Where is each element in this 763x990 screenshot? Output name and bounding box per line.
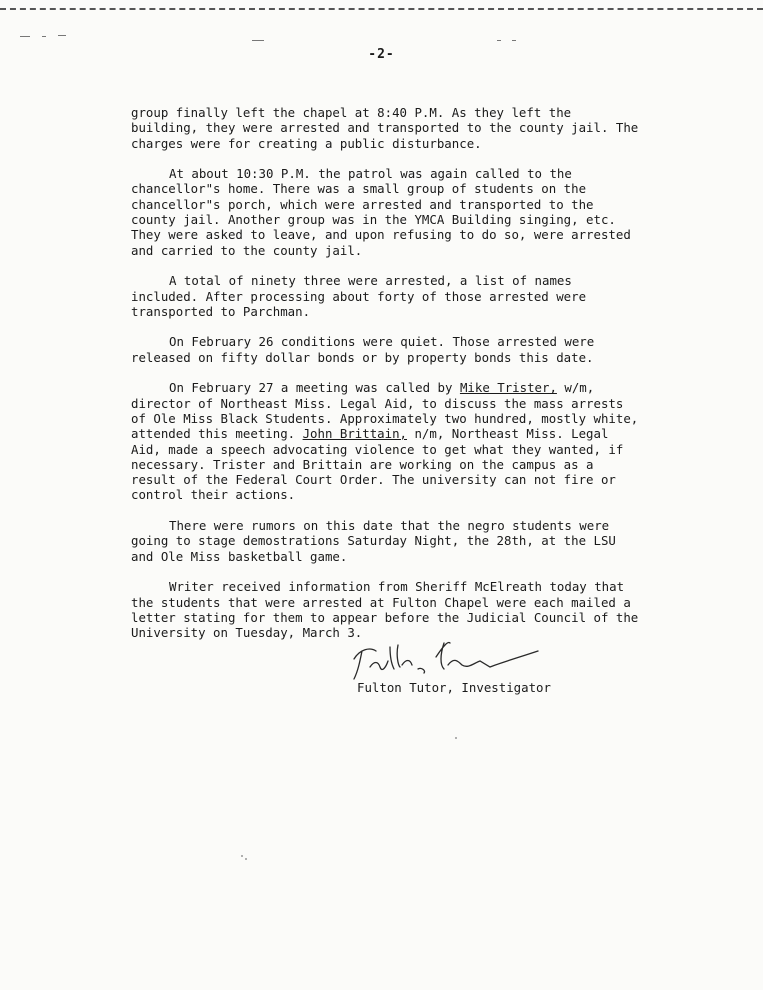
paragraph: A total of ninety three were arrested, a list of names included. After processing about forty of those arrested were transported to Parchman. xyxy=(131,273,587,319)
scan-mark xyxy=(20,36,30,37)
scan-speck xyxy=(455,737,457,739)
underlined-name: Mike Trister, xyxy=(459,380,557,396)
scan-speck xyxy=(245,858,247,860)
scan-mark xyxy=(58,35,66,36)
scan-speck xyxy=(241,855,243,857)
scan-mark xyxy=(252,40,264,41)
paragraph: At about 10:30 P.M. the patrol was again called to the chancellor"s home. There was a small group of students on the chancellor"s porch, which were arrested and transported to the county jail. Another group was in the YMCA Building singing, etc. They were asked to leave, and upon refusing to do so, were arrested and carried to the county jail. xyxy=(131,166,631,258)
page-number: -2- xyxy=(368,47,395,62)
handwritten-signature xyxy=(340,637,540,681)
paragraph: Writer received information from Sheriff McElreath today that the students that were arrested at Fulton Chapel were each mailed a letter stating for them to appear before the Judicial Council of the University on Tuesday, March 3. xyxy=(131,579,639,641)
signature-name: Fulton Tutor, Investigator xyxy=(357,680,551,695)
perforation-edge xyxy=(0,0,763,10)
scan-mark xyxy=(42,36,46,37)
paragraph: group finally left the chapel at 8:40 P.M. As they left the building, they were arrested and transported to the county jail. The charges were for creating a public disturbance. xyxy=(131,105,639,151)
paragraph: On February 26 conditions were quiet. Those arrested were released on fifty dollar bonds or by property bonds this date. xyxy=(131,334,595,365)
paragraph: There were rumors on this date that the negro students were going to stage demostrations Saturday Night, the 28th, at the LSU and Ole Miss basketball game. xyxy=(131,518,616,564)
scan-mark xyxy=(497,40,501,41)
scan-mark xyxy=(512,40,516,41)
memo-body xyxy=(131,105,641,656)
underlined-name: John Brittain, xyxy=(302,426,408,442)
paragraph: On February 27 a meeting was called by Mike Trister, w/m, director of Northeast Miss. Legal Aid, to discuss the mass arrests of Ole Miss Black Students. Approximately two hundred, mostly white, attended this meeting. John Brittain, n/m, Northeast Miss. Legal Aid, made a speech advocating violence to get what they wanted, if necessary. Trister and Brittain are working on the campus as a result of the Federal Court Order. The university can not fire or control their actions. xyxy=(131,380,639,503)
